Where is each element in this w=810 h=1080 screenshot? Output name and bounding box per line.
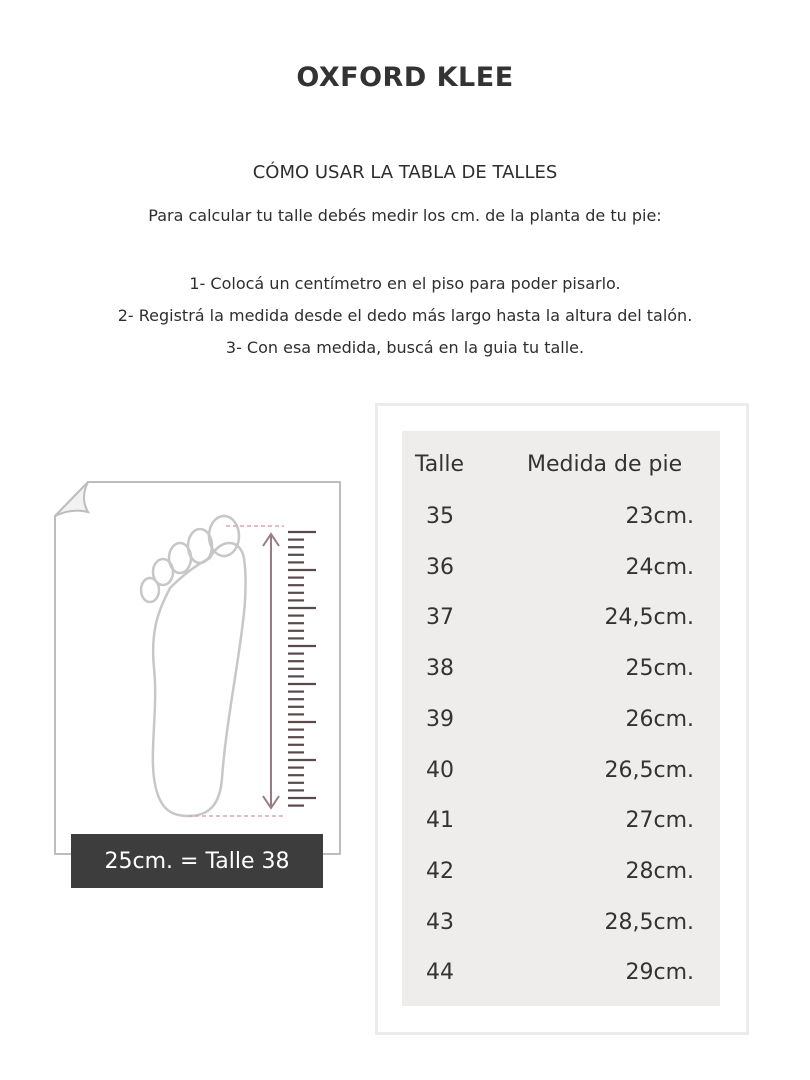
step-1: 1- Colocá un centímetro en el piso para poder pisarlo.: [189, 274, 621, 293]
size-cell: 40: [426, 757, 454, 783]
size-cell: 42: [426, 858, 454, 884]
table-row: [402, 859, 720, 909]
table-row: [402, 555, 720, 605]
table-row: [402, 707, 720, 757]
measure-cell: 26cm.: [625, 706, 694, 732]
table-row: [402, 960, 720, 1010]
foot-measurement-icon: [50, 478, 350, 868]
size-cell: 35: [426, 504, 454, 529]
size-cell: 38: [426, 656, 454, 682]
measure-cell: 25cm.: [625, 656, 694, 682]
measure-cell: 26,5cm.: [604, 757, 694, 783]
page-title: OXFORD KLEE: [296, 62, 514, 93]
measure-cell: 24cm.: [625, 554, 694, 580]
table-row: [402, 504, 720, 554]
table-row: [402, 605, 720, 655]
steps-list: [0, 268, 810, 364]
header-size: Talle: [415, 452, 465, 477]
measure-cell: 24,5cm.: [604, 605, 694, 631]
table-row: [402, 758, 720, 808]
measure-cell: 28,5cm.: [604, 909, 694, 935]
measure-cell: 23cm.: [625, 504, 694, 529]
size-cell: 36: [426, 554, 454, 580]
size-cell: 44: [426, 960, 454, 986]
size-cell: 37: [426, 605, 454, 631]
size-cell: 39: [426, 706, 454, 732]
table-row: [402, 910, 720, 960]
section-heading: CÓMO USAR LA TABLA DE TALLES: [252, 162, 558, 183]
measure-cell: 27cm.: [625, 808, 694, 834]
example-label: 25cm. = Talle 38: [71, 834, 323, 888]
size-cell: 41: [426, 808, 454, 834]
measure-cell: 29cm.: [625, 960, 694, 986]
size-cell: 43: [426, 909, 454, 935]
intro-text: Para calcular tu talle debés medir los cm. de la planta de tu pie:: [148, 206, 662, 225]
table-row: [402, 808, 720, 858]
step-2: 2- Registrá la medida desde el dedo más largo hasta la altura del talón.: [117, 306, 693, 325]
step-3: 3- Con esa medida, buscá en la guia tu talle.: [225, 338, 585, 357]
header-measure: Medida de pie: [527, 452, 683, 477]
measure-cell: 28cm.: [625, 858, 694, 884]
table-row: [402, 656, 720, 706]
